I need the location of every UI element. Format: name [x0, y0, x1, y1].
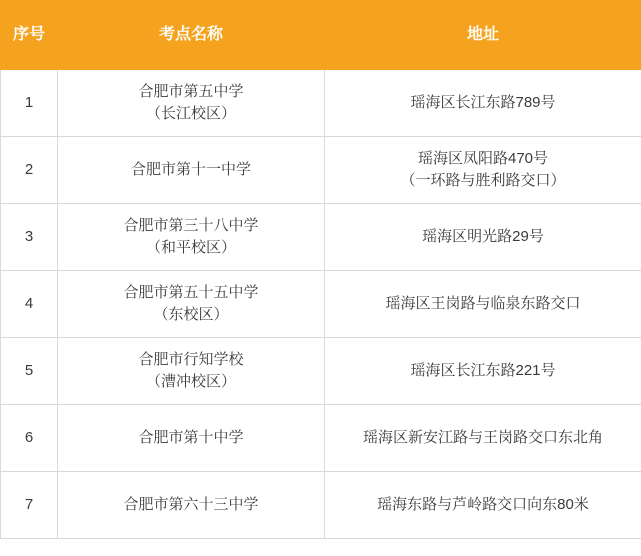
cell-address-line: 瑶海东路与芦岭路交口向东80米	[377, 496, 589, 513]
cell-index: 3	[1, 204, 58, 271]
cell-name-line: （和平校区）	[145, 239, 236, 256]
table-row	[1, 271, 641, 338]
cell-name-line: （长江校区）	[145, 105, 236, 122]
table-row	[1, 472, 641, 539]
cell-name-line: （漕冲校区）	[145, 373, 236, 390]
cell-index: 5	[1, 338, 58, 405]
cell-name-line: 合肥市第五中学	[138, 83, 244, 100]
cell-address	[325, 271, 641, 338]
cell-address	[325, 472, 641, 539]
column-header-name: 考点名称	[58, 1, 325, 70]
cell-index: 4	[1, 271, 58, 338]
cell-name-line: 合肥市第五十五中学	[123, 284, 259, 301]
table-row	[1, 338, 641, 405]
column-header-address: 地址	[325, 1, 641, 70]
cell-address	[325, 405, 641, 472]
table-row	[1, 204, 641, 271]
cell-index: 6	[1, 405, 58, 472]
cell-name-line: （东校区）	[153, 306, 229, 323]
table-header	[1, 1, 641, 70]
cell-name-line: 合肥市第十中学	[138, 429, 244, 446]
cell-name-line: 合肥市第十一中学	[130, 161, 251, 178]
cell-address-line: 瑶海区明光路29号	[422, 228, 544, 245]
table-row	[1, 137, 641, 204]
table-row	[1, 70, 641, 137]
cell-address-line: 瑶海区长江东路789号	[410, 94, 556, 111]
cell-name-line: 合肥市行知学校	[138, 351, 244, 368]
cell-name	[58, 405, 325, 472]
cell-address	[325, 204, 641, 271]
table-row	[1, 405, 641, 472]
cell-index: 2	[1, 137, 58, 204]
cell-address-line: 瑶海区长江东路221号	[410, 362, 556, 379]
cell-index: 1	[1, 70, 58, 137]
table-body	[1, 70, 641, 539]
cell-name	[58, 204, 325, 271]
cell-address	[325, 137, 641, 204]
cell-name	[58, 70, 325, 137]
cell-address-line: 瑶海区凤阳路470号	[417, 150, 549, 167]
cell-index: 7	[1, 472, 58, 539]
cell-address	[325, 338, 641, 405]
cell-address-line: 瑶海区王岗路与临泉东路交口	[385, 295, 581, 312]
cell-name	[58, 472, 325, 539]
cell-name	[58, 137, 325, 204]
cell-name-line: 合肥市第六十三中学	[123, 496, 259, 513]
cell-name	[58, 338, 325, 405]
cell-address	[325, 70, 641, 137]
cell-address-line: 瑶海区新安江路与王岗路交口东北角	[362, 429, 603, 446]
cell-address-line: （一环路与胜利路交口）	[400, 172, 566, 189]
table-header-row	[1, 1, 641, 70]
cell-name	[58, 271, 325, 338]
column-header-index: 序号	[1, 1, 58, 70]
cell-name-line: 合肥市第三十八中学	[123, 217, 259, 234]
